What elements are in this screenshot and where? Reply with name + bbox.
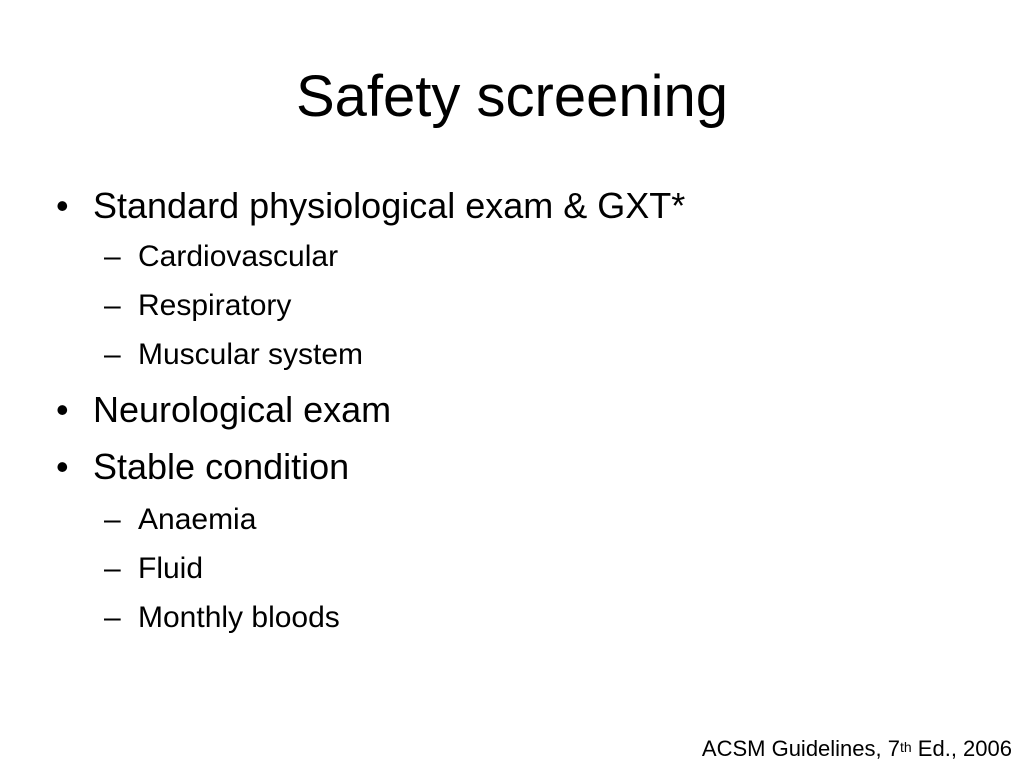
sub-bullet-item: [104, 600, 340, 636]
bullet-item: [56, 389, 391, 431]
sub-bullet-marker: –: [104, 338, 121, 371]
sub-bullet-label: Respiratory: [138, 289, 292, 322]
sub-bullet-label: Fluid: [138, 552, 204, 585]
sub-bullet-item: [104, 551, 203, 587]
sub-bullet-item: [104, 239, 338, 275]
bullet-marker: •: [56, 446, 69, 487]
sub-bullet-marker: –: [104, 240, 121, 273]
sub-bullet-label: Anaemia: [138, 503, 257, 536]
sub-bullet-marker: –: [104, 289, 121, 322]
sub-bullet-marker: –: [104, 601, 121, 634]
sub-bullet-label: Cardiovascular: [138, 240, 339, 273]
citation-footer: [702, 734, 1012, 764]
sub-bullet-marker: –: [104, 552, 121, 585]
sub-bullet-item: [104, 337, 363, 373]
bullet-marker: •: [56, 389, 69, 430]
sub-bullet-marker: –: [104, 503, 121, 536]
sub-bullet-item: [104, 288, 291, 324]
bullet-label: Neurological exam: [93, 389, 392, 430]
sub-bullet-item: [104, 502, 256, 538]
citation-superscript: th: [900, 739, 912, 755]
bullet-marker: •: [56, 185, 69, 226]
bullet-item: [56, 185, 685, 227]
sub-bullet-label: Muscular system: [138, 338, 364, 371]
bullet-label: Stable condition: [93, 446, 350, 487]
sub-bullet-label: Monthly bloods: [138, 601, 340, 634]
slide-title: Safety screening: [295, 64, 729, 129]
bullet-label: Standard physiological exam & GXT*: [93, 185, 686, 226]
bullet-item: [56, 446, 349, 488]
citation-prefix: ACSM Guidelines, 7: [701, 736, 900, 761]
citation-suffix: Ed., 2006: [911, 736, 1012, 761]
